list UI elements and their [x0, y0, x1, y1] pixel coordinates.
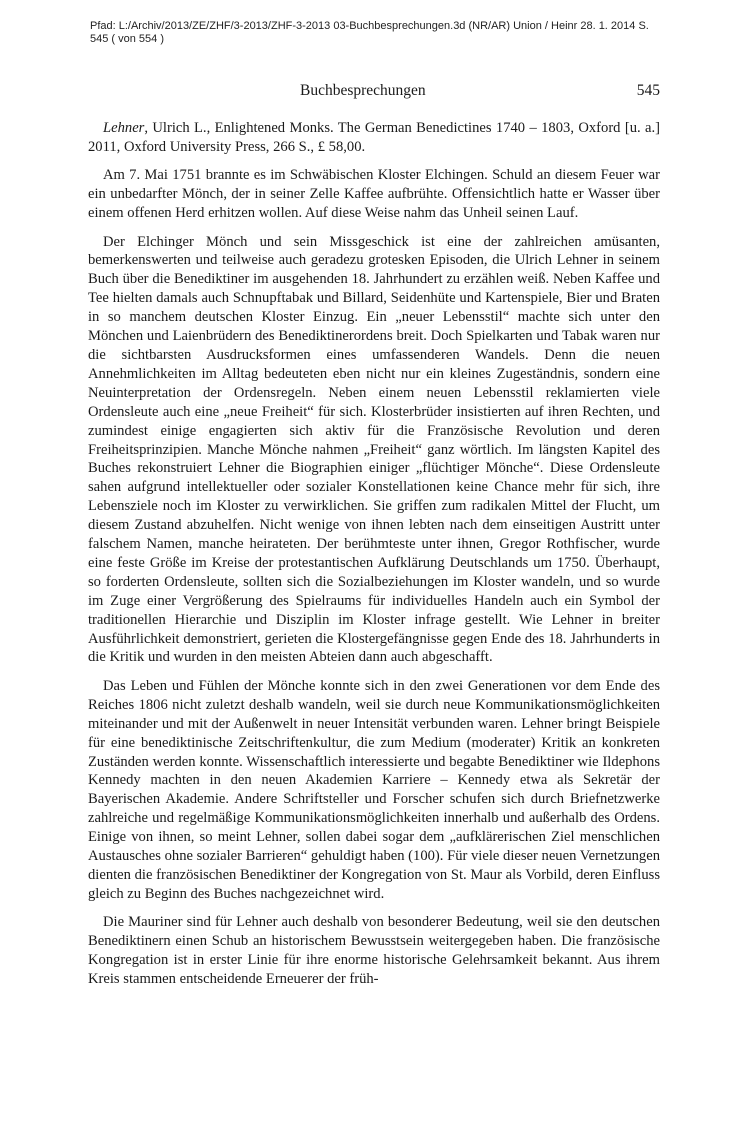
book-citation [88, 119, 660, 157]
paragraph-4: Die Mauriner sind für Lehner auch deshalb von besonderer Bedeutung, weil sie den deutschen Benediktinern einen Schub an historischem Bewusstsein weitergegeben haben. Die französische Kongregation ist in erster Linie für ihre enorme historische Gelehrsamkeit bekannt. Aus ihrem Kreis stammen entscheidende Erneuerer der früh- [88, 914, 660, 987]
paragraph-3: Das Leben und Fühlen der Mönche konnte sich in den zwei Generationen vor dem Ende des Reiches 1806 nicht zuletzt deshalb wandeln, weil sie durch neue Kommunikationsmöglichkeiten miteinander und mit der Außenwelt in neuer Intensität verbunden waren. Lehner bringt Beispiele für eine benediktinische Zeitschriftenkultur, die zum Medium (moderater) Kritik an konkreten Zuständen werden konnte. Wissenschaftlich interessierte und begabte Benediktiner wie Ildephons Kennedy machten in den neuen Akademien Karriere – Kennedy etwa als Sekretär der Bayerischen Akademie. Andere Schriftsteller und Forscher schufen sich durch Briefnetzwerke zahlreiche und regelmäßige Kommunikationsmöglichkeiten innerhalb und außerhalb des Ordens. Einige von ihnen, so meint Lehner, sollen dabei sogar dem „aufklärerischen Ziel menschlichen Austausches ohne sozialer Barrieren“ gehuldigt haben (100). Für viele dieser neuen Vernetzungen dienten die französischen Benediktiner der Kongregation von St. Maur als Vorbild, deren Einfluss gleich zu Beginn des Buches nachgezeichnet wird. [88, 677, 660, 902]
review-body [88, 119, 660, 998]
citation-details: , Ulrich L., Enlightened Monks. The German Benedictines 1740 – 1803, Oxford [u. a.] 2011, Oxford University Press, 266 S., £ 58,00. [88, 120, 660, 155]
running-title: Buchbesprechungen [300, 82, 426, 99]
citation-author: Lehner [103, 120, 145, 136]
paragraph-2: Der Elchinger Mönch und sein Missgeschick ist eine der zahlreichen amüsanten, bemerkenswerten und teilweise auch geradezu grotesken Episoden, die Ulrich Lehner in seinem Buch über die Benediktiner im ausgehenden 18. Jahrhundert zu erzählen weiß. Neben Kaffee und Tee hielten damals auch Schnupftabak und Billard, Seidenhüte und Kartenspiele, Bier und Braten in so manchem deutschen Kloster Einzug. Ein „neuer Lebensstil“ machte sich unter den Mönchen und Laienbrüdern des Benediktinerordens breit. Doch Spielkarten und Tabak waren nur die sichtbarsten Ausdrucksformen eines umfassenderen Wandels. Denn die neuen Annehmlichkeiten im Alltag bedeuteten eben nicht nur ein kleines Zugeständnis, sondern eine Neuinterpretation der Ordensregeln. Neben einem neuen Lebensstil reklamierten viele Ordensleute auch eine „neue Freiheit“ für sich. Klosterbrüder insistierten auf ihren Rechten, und zumindest einige engagierten sich aktiv für die Französische Revolution und deren Freiheitsprinzipien. Manche Mönche nahmen „Freiheit“ ganz wörtlich. Im längsten Kapitel des Buches rekonstruiert Lehner die Biographien einiger „flüchtiger Mönche“. Diese Ordensleute sahen aufgrund intellektueller oder sozialer Konstellationen keine Chance mehr für sich, ihre Lebensziele noch im Kloster zu verwirklichen. Sie griffen zum radikalen Mittel der Flucht, um diesem Zustand abzuhelfen. Nicht wenige von ihnen lebten nach dem einseitigen Austritt unter falschem Namen, manche heirateten. Der berühmteste unter ihnen, Gregor Rothfischer, wurde eine feste Größe im Kreise der protestantischen Aufklärung Deutschlands um 1750. Überhaupt, so forderten Ordensleute, sollten sich die Sozialbeziehungen im Kloster wandeln, und so wurde im Zuge einer Vergrößerung des Spielraums für individuelles Handeln auch ein Symbol der traditionellen Hierarchie und Disziplin im Kloster infrage gestellt. Wie Lehner in breiter Ausführlichkeit demonstriert, gerieten die Klostergefängnisse gegen Ende des 18. Jahrhunderts in die Kritik und wurden in den meisten Abteien dann auch abgeschafft. [88, 233, 660, 666]
page-header [300, 82, 660, 102]
print-path-line: Pfad: L:/Archiv/2013/ZE/ZHF/3-2013/ZHF-3-2013 03-Buchbesprechungen.3d (NR/AR) Union / Heinr 28. 1. 2014 S. 545 ( von 554 ) [90, 20, 649, 45]
paragraph-1: Am 7. Mai 1751 brannte es im Schwäbischen Kloster Elchingen. Schuld an diesem Feuer war ein unbedarfter Mönch, der in seiner Zelle Kaffee aufbrühte. Offensichtlich hatte er Wasser über einem offenen Herd erhitzen wollen. Auf diese Weise nahm das Unheil seinen Lauf. [88, 167, 660, 222]
page-number: 545 [636, 82, 660, 99]
